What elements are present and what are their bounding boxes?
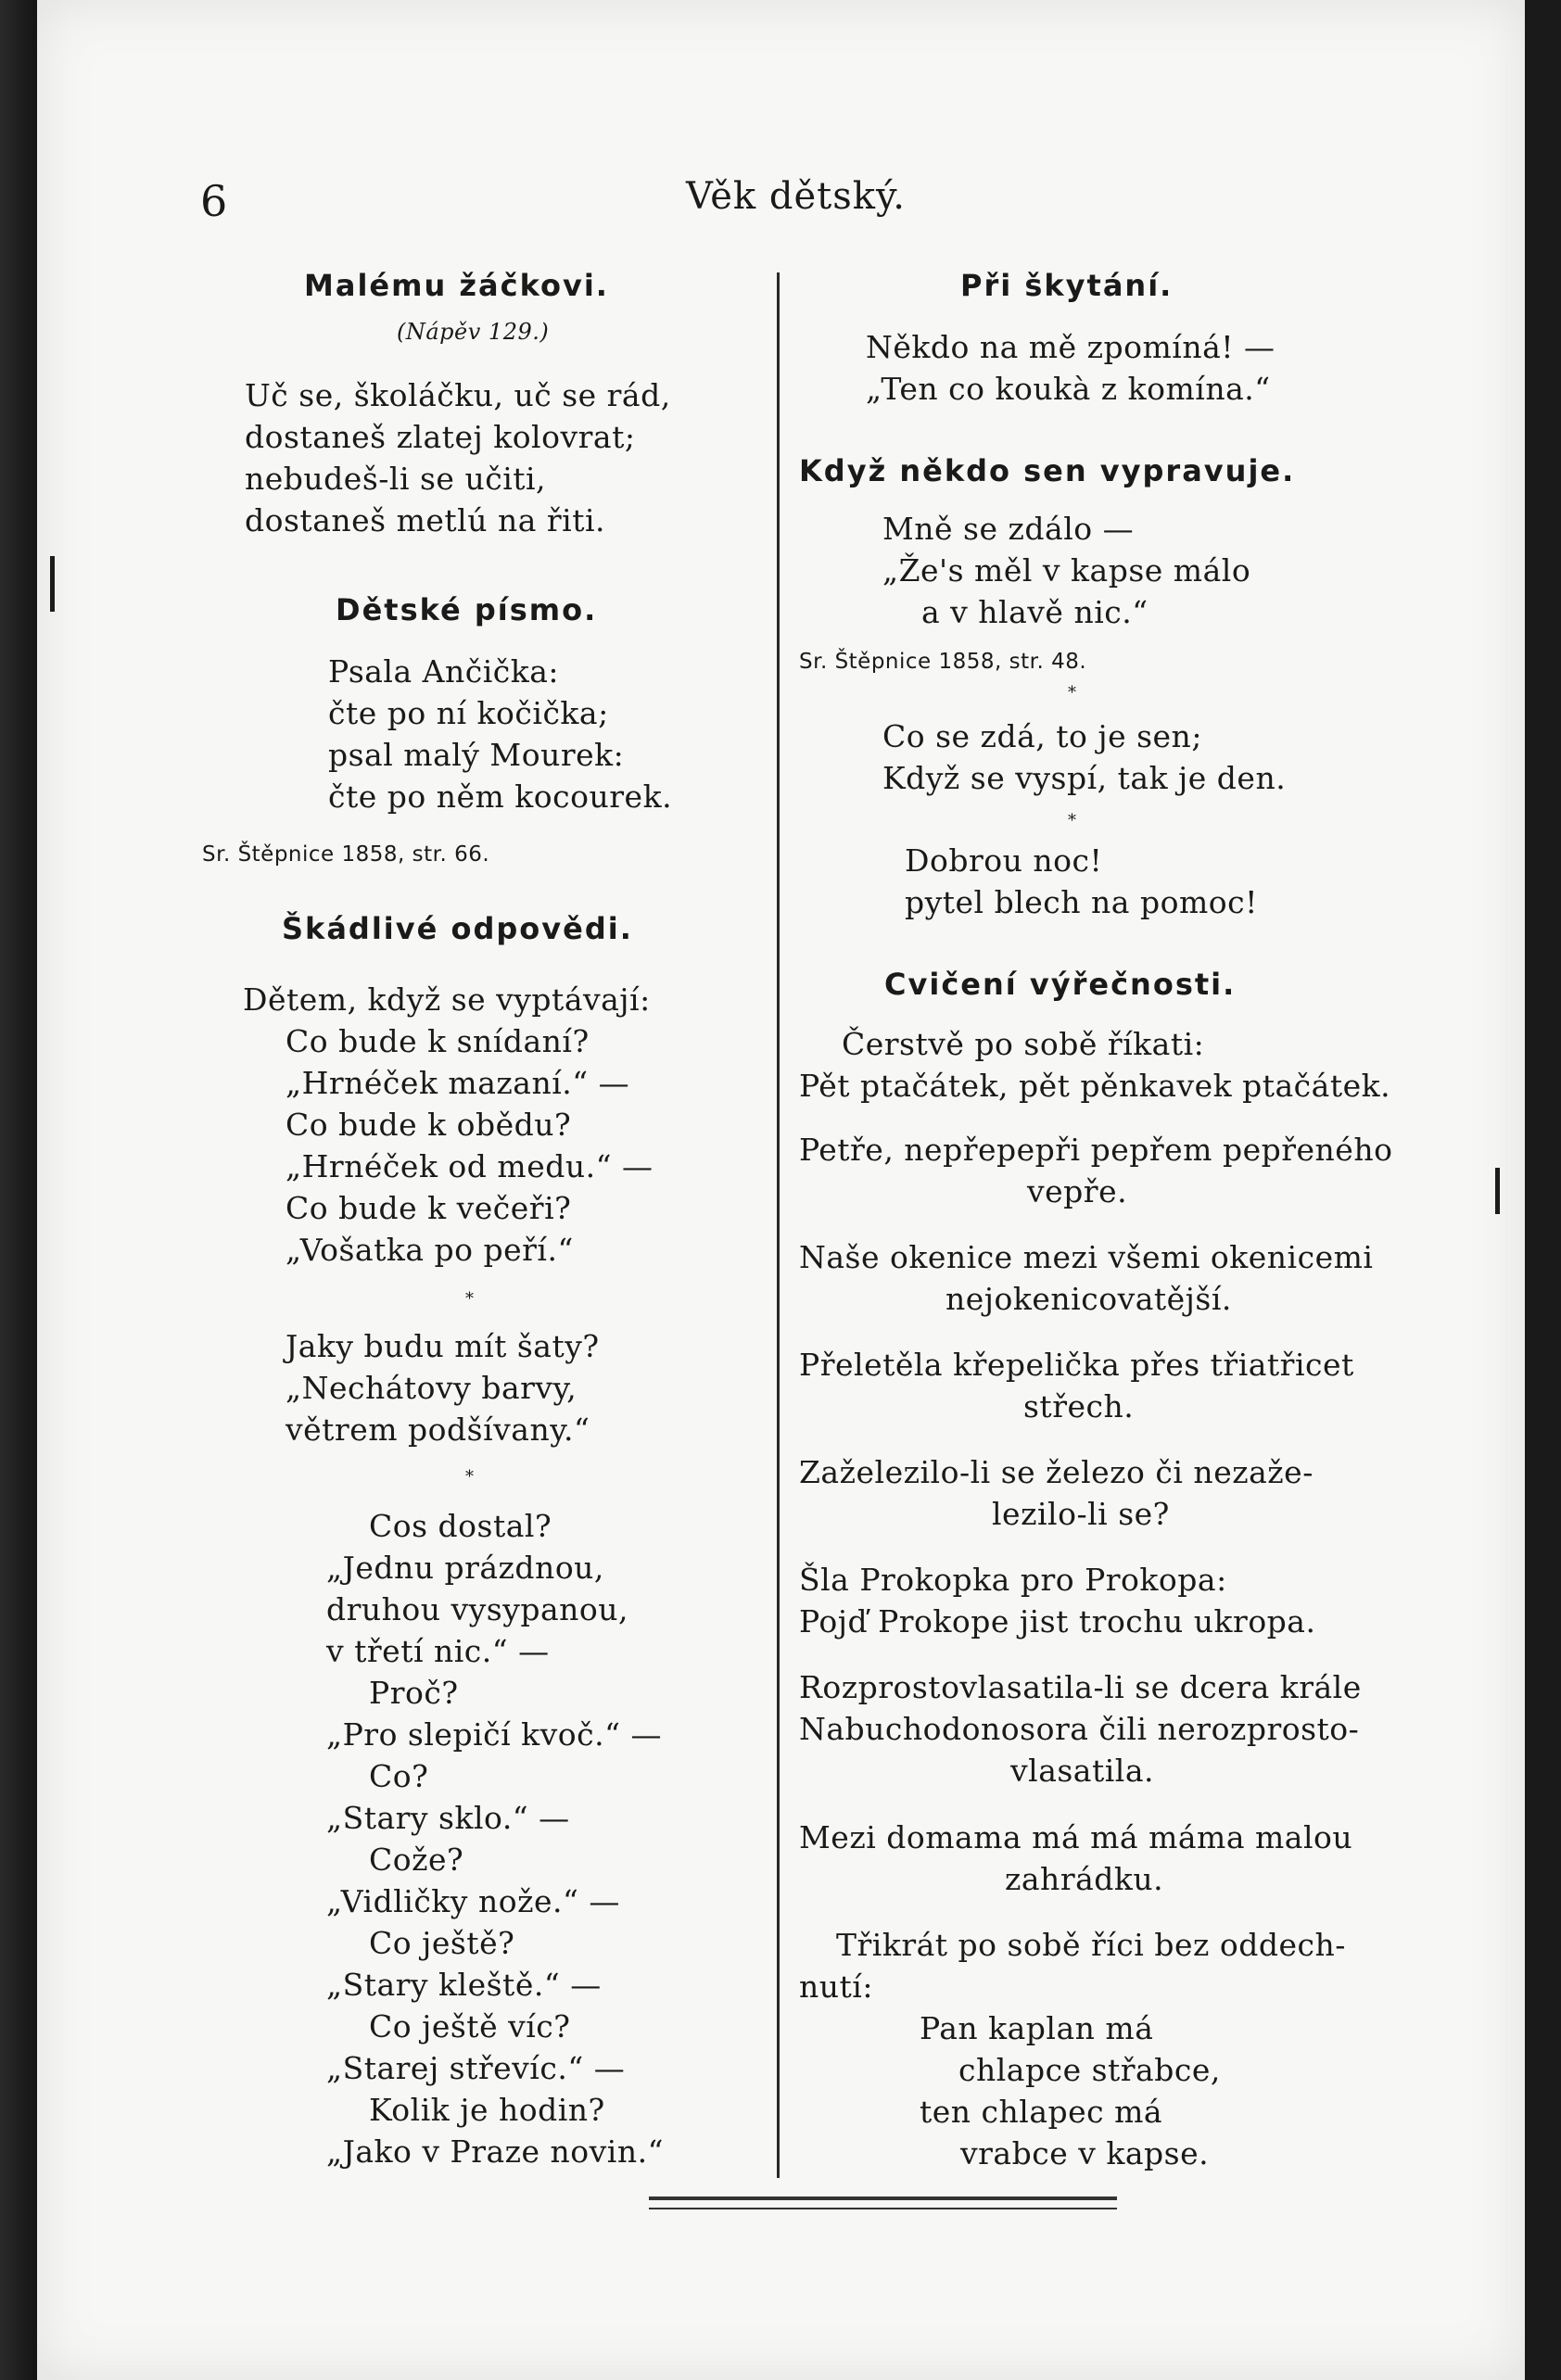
- poem-line: „Hrnéček mazaní.“ —: [286, 1065, 630, 1101]
- poem-line: a v hlavě nic.“: [921, 594, 1149, 630]
- poem-title-cviceni: Cvičení výřečnosti.: [884, 967, 1237, 1002]
- right-column: [779, 0, 1520, 2224]
- tongue-twister: vlasatila.: [1010, 1753, 1155, 1789]
- poem-line: Dětem, když se vyptávají:: [243, 981, 651, 1018]
- running-title: Věk dětský.: [686, 175, 906, 218]
- poem-line: „Pro slepičí kvoč.“ —: [326, 1716, 662, 1753]
- poem-title-malemu: Malému žáčkovi.: [304, 268, 609, 303]
- poem-line: Někdo na mě zpomíná! —: [866, 329, 1275, 365]
- poem-line: „Že's měl v kapse málo: [882, 552, 1251, 589]
- tongue-twister: Naše okenice mezi všemi okenicemi: [799, 1239, 1374, 1275]
- poem-line: Uč se, školáčku, uč se rád,: [245, 377, 671, 413]
- poem-line: Co ještě víc?: [369, 2008, 571, 2045]
- poem-line: „Stary sklo.“ —: [326, 1800, 570, 1836]
- poem-line: „Hrnéček od medu.“ —: [286, 1148, 654, 1184]
- poem-line: chlapce střabce,: [958, 2052, 1221, 2088]
- poem-line: ten chlapec má: [920, 2094, 1163, 2130]
- poem-line: Cos dostal?: [369, 1508, 552, 1544]
- poem-line: čte po něm kocourek.: [328, 779, 673, 815]
- tongue-twister: Šla Prokopka pro Prokopa:: [799, 1562, 1227, 1598]
- tongue-twister: Mezi domama má má máma malou: [799, 1819, 1353, 1855]
- poem-line: Kolik je hodin?: [369, 2092, 605, 2128]
- poem-line: Jaky budu mít šaty?: [286, 1328, 600, 1364]
- poem-line: Mně se zdálo —: [882, 511, 1135, 547]
- tongue-twister: Petře, nepřepepři pepřem pepřeného: [799, 1132, 1393, 1168]
- poem-line: „Nechátovy barvy,: [286, 1370, 577, 1406]
- poem-title-skadlive: Škádlivé odpovědi.: [282, 911, 633, 946]
- poem-line: Co bude k večeři?: [286, 1190, 572, 1226]
- poem-line: „Vidličky nože.“ —: [326, 1883, 620, 1919]
- poem-line: větrem podšívany.“: [286, 1412, 590, 1448]
- poem-line: Co bude k obědu?: [286, 1107, 572, 1143]
- exercise-final-intro: nutí:: [799, 1969, 873, 2005]
- poem-title-detske: Dětské písmo.: [336, 592, 598, 627]
- poem-line: Co?: [369, 1758, 429, 1794]
- source-note: Sr. Štěpnice 1858, str. 66.: [202, 842, 490, 867]
- poem-title-kdyz-nekdo: Když někdo sen vypravuje.: [799, 453, 1296, 488]
- poem-line: Psala Ančička:: [328, 653, 560, 690]
- poem-line: Co se zdá, to je sen;: [882, 718, 1202, 754]
- poem-line: „Ten co koukà z komína.“: [866, 371, 1271, 407]
- poem-line: Proč?: [369, 1675, 459, 1711]
- poem-line: Když se vyspí, tak je den.: [882, 760, 1287, 796]
- poem-line: „Vošatka po peří.“: [286, 1232, 574, 1268]
- separator-asterisk: *: [1068, 683, 1077, 703]
- poem-line: „Jako v Praze novin.“: [326, 2133, 664, 2170]
- poem-line: „Jednu prázdnou,: [326, 1550, 604, 1586]
- poem-line: druhou vysypanou,: [326, 1591, 629, 1627]
- exercise-final-intro: Třikrát po sobě říci bez oddech-: [836, 1927, 1346, 1963]
- tongue-twister: nejokenicovatější.: [945, 1281, 1232, 1317]
- tongue-twister: lezilo-li se?: [992, 1496, 1170, 1532]
- poem-line: „Stary kleště.“ —: [326, 1967, 602, 2003]
- tongue-twister: Přeletěla křepelička přes třiatřicet: [799, 1347, 1354, 1383]
- page-number: 6: [200, 176, 228, 226]
- poem-line: Dobrou noc!: [905, 842, 1103, 879]
- tongue-twister: Rozprostovlasatila-li se dcera krále: [799, 1669, 1362, 1705]
- poem-line: „Starej střevíc.“ —: [326, 2050, 626, 2086]
- poem-line: Co bude k snídaní?: [286, 1023, 590, 1059]
- poem-line: dostaneš metlú na řiti.: [245, 502, 606, 538]
- poem-line: pytel blech na pomoc!: [905, 884, 1258, 920]
- poem-title-pri-skytani: Při škytání.: [960, 268, 1174, 303]
- poem-line: v třetí nic.“ —: [326, 1633, 550, 1669]
- tongue-twister: Pět ptačátek, pět pěnkavek ptačátek.: [799, 1068, 1391, 1104]
- tongue-twister: Nabuchodonosora čili nerozprosto-: [799, 1711, 1360, 1747]
- poem-line: Pan kaplan má: [920, 2010, 1154, 2046]
- source-note: Sr. Štěpnice 1858, str. 48.: [799, 650, 1087, 674]
- separator-asterisk: *: [465, 1289, 475, 1309]
- poem-line: čte po ní kočička;: [328, 695, 609, 731]
- separator-asterisk: *: [465, 1467, 475, 1487]
- tongue-twister: Pojď Prokope jist trochu ukropa.: [799, 1603, 1316, 1639]
- poem-line: Co ještě?: [369, 1925, 515, 1961]
- tongue-twister: zahrádku.: [1005, 1861, 1164, 1897]
- poem-line: nebudeš-li se učiti,: [245, 461, 547, 497]
- poem-line: psal malý Mourek:: [328, 737, 625, 773]
- tongue-twister: Zaželezilo-li se železo či nezaže-: [799, 1454, 1314, 1490]
- left-column: [0, 0, 779, 2224]
- exercise-intro: Čerstvě po sobě říkati:: [842, 1026, 1205, 1062]
- poem-note: (Nápěv 129.): [397, 319, 550, 345]
- separator-asterisk: *: [1068, 811, 1077, 830]
- poem-line: Cože?: [369, 1842, 464, 1878]
- poem-line: dostaneš zlatej kolovrat;: [245, 419, 636, 455]
- tongue-twister: vepře.: [1027, 1173, 1128, 1209]
- tongue-twister: střech.: [1023, 1388, 1135, 1424]
- poem-line: vrabce v kapse.: [960, 2135, 1210, 2171]
